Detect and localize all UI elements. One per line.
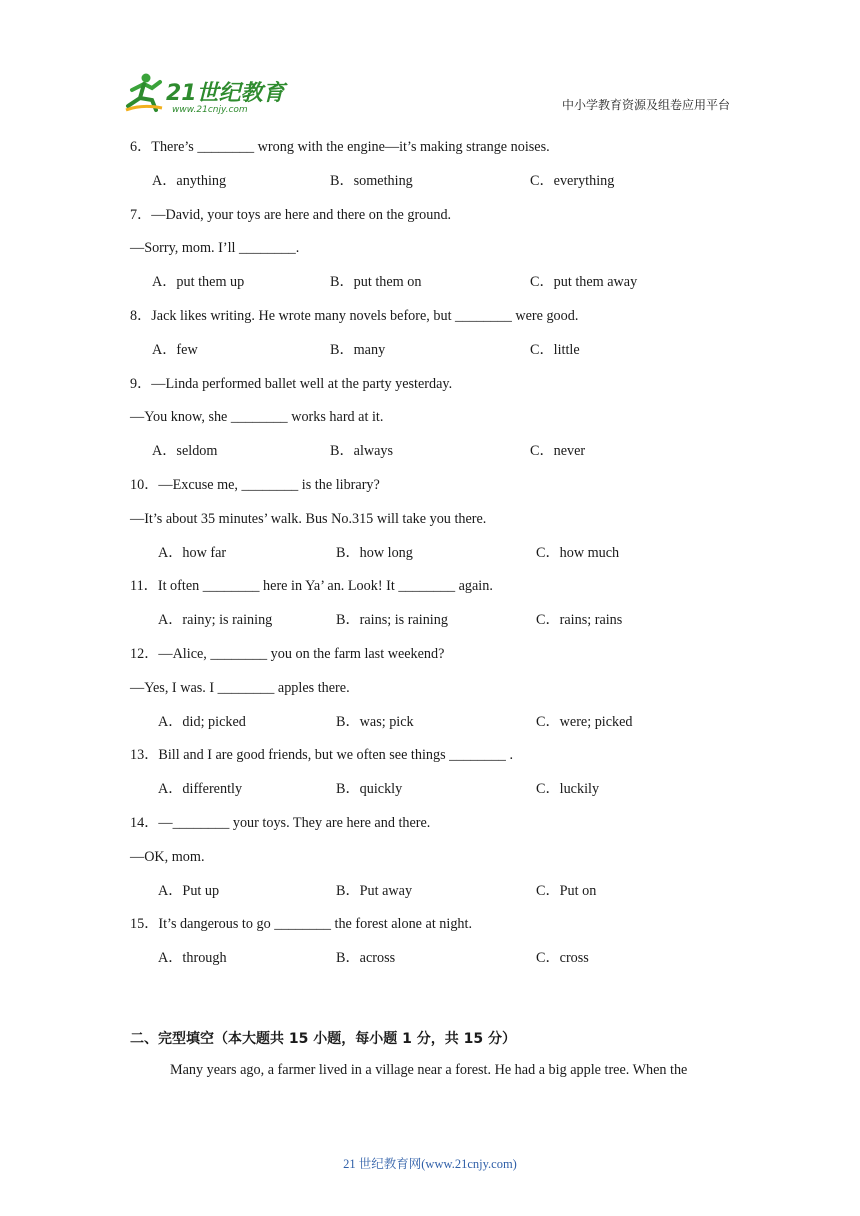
question-dialogue-line: —Yes, I was. I ________ apples there. — [130, 679, 350, 696]
page-header — [0, 0, 860, 120]
answer-option[interactable]: A．Put up — [158, 882, 220, 899]
answer-options — [130, 948, 750, 982]
page-footer: 21 世纪教育网(www.21cnjy.com) — [343, 1157, 517, 1171]
answer-option[interactable]: A．put them up — [152, 274, 245, 291]
answer-option[interactable]: C．rains; rains — [536, 612, 623, 629]
answer-option[interactable]: A．how far — [158, 544, 227, 561]
answer-option[interactable]: B．something — [330, 172, 413, 189]
answer-option[interactable]: A．seldom — [152, 443, 218, 460]
answer-options — [130, 171, 750, 205]
answer-option[interactable]: C．everything — [530, 172, 615, 189]
section-title: 二、完型填空（本大题共 15 小题，每小题 1 分，共 15 分） — [130, 1031, 516, 1047]
question-dialogue-line: —It’s about 35 minutes’ walk. Bus No.315 will take you there. — [130, 510, 487, 527]
answer-option[interactable]: B．was; pick — [336, 713, 414, 730]
question-dialogue-line: —Sorry, mom. I’ll ________. — [130, 240, 300, 257]
answer-option[interactable]: A．did; picked — [158, 713, 246, 730]
answer-options — [130, 272, 750, 306]
answer-options — [130, 543, 750, 577]
answer-options — [130, 712, 750, 746]
answer-option[interactable]: C．never — [530, 443, 586, 460]
question-item — [130, 914, 750, 982]
answer-option[interactable]: C．Put on — [536, 882, 597, 899]
answer-option[interactable]: B．how long — [336, 544, 413, 561]
question-item — [130, 644, 750, 745]
question-stem: 14．—________ your toys. They are here and there. — [130, 814, 431, 831]
answer-option[interactable]: B．Put away — [336, 882, 413, 899]
question-dialogue-line: —You know, she ________ works hard at it. — [130, 409, 384, 426]
answer-option[interactable]: B．put them on — [330, 274, 422, 291]
platform-tagline: 中小学教育资源及组卷应用平台 — [561, 98, 730, 112]
question-item — [130, 374, 750, 475]
answer-option[interactable]: B．quickly — [336, 781, 403, 798]
answer-options — [130, 779, 750, 813]
answer-option[interactable]: C．how much — [536, 544, 620, 561]
answer-options — [130, 610, 750, 644]
question-stem: 10．—Excuse me, ________ is the library? — [130, 476, 380, 493]
runner-logo-icon — [122, 68, 292, 116]
question-stem: 8．Jack likes writing. He wrote many novels before, but ________ were good. — [130, 307, 579, 324]
question-item — [130, 576, 750, 644]
question-stem: 7．—David, your toys are here and there on the ground. — [130, 206, 452, 223]
answer-option[interactable]: B．across — [336, 950, 396, 967]
answer-option[interactable]: C．luckily — [536, 781, 600, 798]
site-logo — [122, 68, 292, 116]
answer-option[interactable]: A．through — [158, 950, 227, 967]
question-stem: 6．There’s ________ wrong with the engine—it’s making strange noises. — [130, 139, 550, 155]
answer-option[interactable]: A．few — [152, 341, 198, 358]
question-dialogue-line: —OK, mom. — [130, 848, 205, 865]
question-item — [130, 475, 750, 576]
answer-option[interactable]: B．many — [330, 341, 386, 358]
logo-text: 21世纪教育 — [166, 81, 285, 106]
answer-option[interactable]: B．always — [330, 443, 394, 460]
question-item — [130, 745, 750, 813]
question-stem: 13．Bill and I are good friends, but we often see things ________ . — [130, 747, 513, 764]
answer-options — [130, 441, 750, 475]
answer-option[interactable]: C．cross — [536, 950, 589, 967]
answer-option[interactable]: B．rains; is raining — [336, 612, 448, 629]
question-item — [130, 306, 750, 374]
question-item — [130, 813, 750, 914]
passage-text: Many years ago, a farmer lived in a village near a forest. He had a big apple tree. When the — [170, 1062, 688, 1078]
answer-option[interactable]: C．little — [530, 341, 580, 358]
question-stem: 9．—Linda performed ballet well at the party yesterday. — [130, 375, 453, 392]
answer-option[interactable]: A．rainy; is raining — [158, 612, 273, 629]
question-item — [130, 137, 750, 205]
answer-option[interactable]: A．differently — [158, 781, 243, 798]
question-stem: 15．It’s dangerous to go ________ the forest alone at night. — [130, 916, 473, 933]
logo-url: www.21cnjy.com — [172, 105, 248, 115]
answer-options — [130, 340, 750, 374]
answer-options — [130, 881, 750, 915]
question-stem: 11．It often ________ here in Ya’ an. Look! It ________ again. — [130, 578, 493, 595]
answer-option[interactable]: A．anything — [152, 172, 227, 189]
question-stem: 12．—Alice, ________ you on the farm last weekend? — [130, 645, 445, 662]
question-list — [130, 137, 750, 982]
answer-option[interactable]: C．put them away — [530, 274, 638, 291]
answer-option[interactable]: C．were; picked — [536, 713, 633, 730]
question-item — [130, 205, 750, 306]
